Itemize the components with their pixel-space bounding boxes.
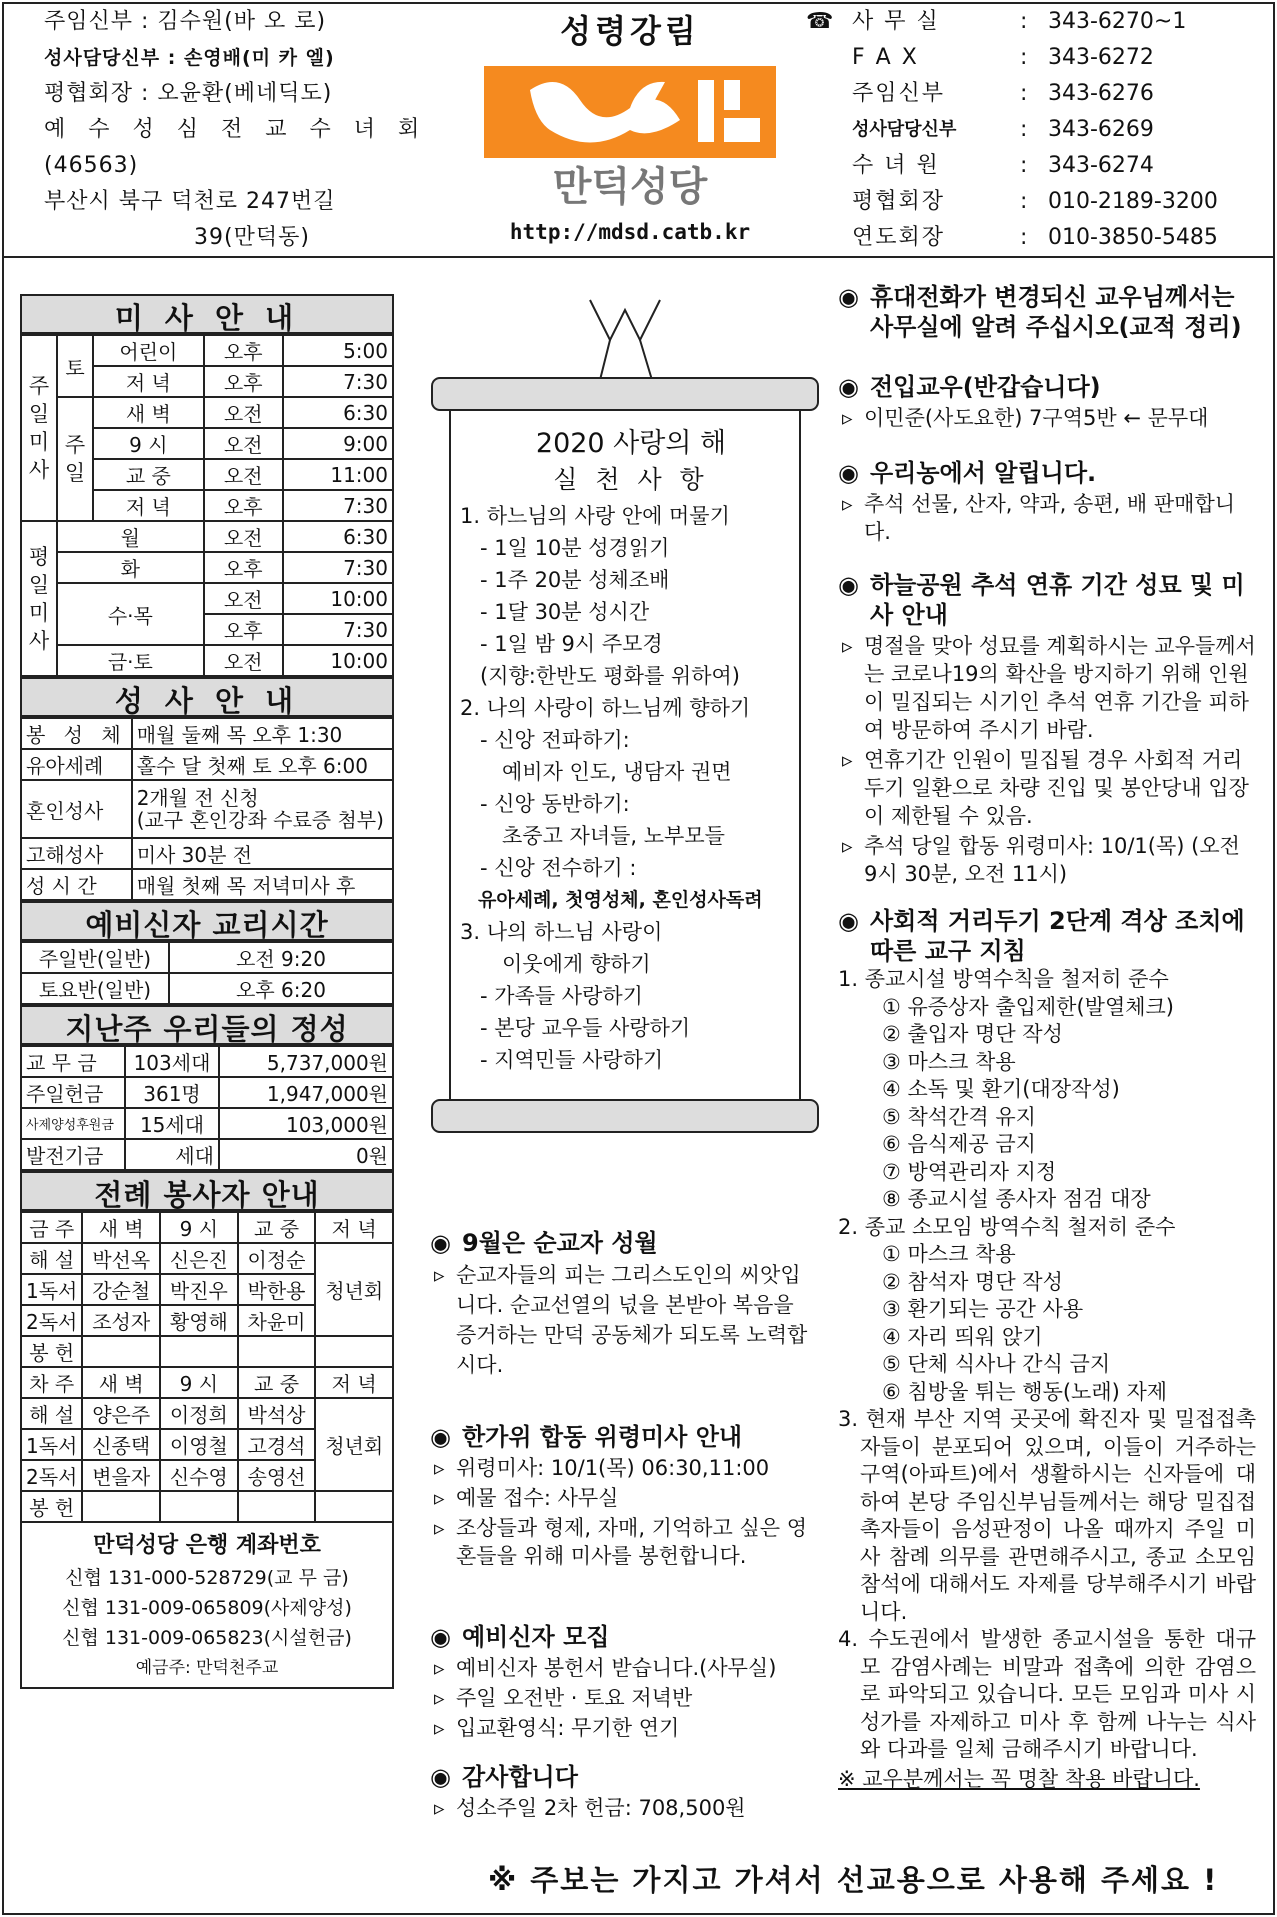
ministers-heading: 전례 봉사자 안내 (20, 1171, 394, 1211)
notice-martyrs-month: ◉ 9월은 순교자 성월 ▹ 순교자들의 피는 그리스도인의 씨앗입니다. 순교선열의 넋을 본받아 복음을 증거하는 만덕 공동체가 되도록 노력합시다. (430, 1228, 820, 1380)
notice-thanks: ◉ 감사합니다 ▹ 성소주일 2차 헌금: 708,500원 (430, 1762, 820, 1822)
contact-row: 연도회장 : 010-3850-5485 (852, 225, 1218, 250)
header-divider (2, 256, 1275, 258)
bullet-icon: ◉ (838, 373, 859, 401)
offering-table: 교 무 금 103세대 5,737,000원 주일헌금 361명 1,947,000원 사제양성후원금 15세대 103,000원 발전기금 세대 0원 (20, 1045, 394, 1171)
contact-row: 주임신부 : 343-6276 (852, 81, 1154, 106)
notice-cemetery: ◉ 하늘공원 추석 연휴 기간 성묘 및 미사 안내 ▹ 명절을 맞아 성묘를 계획하시는 교우들께서는 코로나19의 확산을 방지하기 위해 인원이 밀집되는 시기인 추석 연휴 기간을 피하여 방문하여 주시기 바람. ▹ 연휴기간 인원이 밀집될 경우 사회적 거리두기 일환으로 차량 진입 및 봉안당내 입장이 제한될 수 있음. ▹ 추석 당일 합동 위령미사: 10/1(목) (오전 9시 30분, 오전 11시) (838, 570, 1256, 888)
pastor-line: 주임신부 : 김수원(바 오 로) (44, 9, 327, 34)
contact-row: 평협회장 : 010-2189-3200 (852, 189, 1218, 214)
council-president-line: 평협회장 : 오윤환(베네딕도) (44, 81, 333, 106)
ministers-table: 금 주 새 벽 9 시 교 중 저 녁 해 설 박선옥 신은진 이정순 청년회 1독서 강순철 박진우 박한용 2독서 조성자 황영해 차윤미 봉 헌 차 주 새 벽 9 시 교 중 저 녁 해 설 양은주 이정희 박석상 청년회 1독서 신종택 이영철 고경석 2독서 변을자 신수영 송영선 봉 헌 (20, 1211, 394, 1523)
liturgical-title: 성령강림 (560, 12, 700, 50)
sunday-label: 주일 (57, 397, 93, 521)
love-year-practices: 2020 사랑의 해 실 천 사 항 1. 하느님의 사랑 안에 머물기 - 1일 10분 성경읽기 - 1주 20분 성체조배 - 1달 30분 성시간 - 1일 밤 9시 주모경 (지향:한반도 평화를 위하여) 2. 나의 사랑이 하느님께 향하기 - 신앙 전파하기: 예비자 인도, 냉담자 권면 - 신앙 동반하기: 초중고 자녀들, 노부모들 - 신앙 전수하기 : 유아세례, 첫영성체, 혼인성사독려 3. 나의 하느님 사랑이 이웃에게 향하기 - 가족들 사랑하기 - 본당 교우들 사랑하기 - 지역민들 사랑하기 (456, 428, 806, 1076)
address-line-2: 39(만덕동) (194, 225, 310, 250)
postcode: (46563) (44, 153, 139, 178)
catechism-heading: 예비신자 교리시간 (20, 901, 394, 941)
notice-distancing-guideline: ◉ 사회적 거리두기 2단계 격상 조치에 따른 교구 지침 1. 종교시설 방역수칙을 철저히 준수 ① 유증상자 출입제한(발열체크) ② 출입자 명단 작성 ③ 마스크 착용 ④ 소독 및 환기(대장작성) ⑤ 착석간격 유지 ⑥ 음식제공 금지 ⑦ 방역관리자 지정 ⑧ 종교시설 종사자 점검 대장 2. 종교 소모임 방역수칙 철저히 준수 ① 마스크 착용 ② 참석자 명단 작성 ③ 환기되는 공간 사용 ④ 자리 띄워 앉기 ⑤ 단체 식사나 간식 금지 ⑥ 침방울 튀는 행동(노래) 자제 3. 현재 부산 지역 곳곳에 확진자 및 밀접접촉자들이 분포되어 있으며, 이들이 거주하는 구역(아파트)에서 생활하시는 신자들에 대하여 본당 주임신부님들께서는 해당 밀집접촉자들이 음성판정이 나올 때까지 주일 미사 참례 의무를 관면해주시고, 종교 소모임 참석에 대해서도 자제를 당부해주시기 바랍니다. 4. 수도권에서 발생한 종교시설을 통한 대규모 감염사례는 비말과 접촉에 의한 감염으로 파악되고 있습니다. 모든 모임과 미사 시 성가를 자제하고 미사 후 함께 나누는 식사와 다과를 일체 금해주시기 바랍니다. ※ 교우분께서는 꼭 명찰 착용 바랍니다. (838, 906, 1256, 1793)
bullet-icon: ◉ (430, 1423, 451, 1451)
bullet-icon: ◉ (838, 283, 859, 311)
scroll-subtitle: 실 천 사 항 (553, 465, 709, 494)
address-line-1: 부산시 북구 덕천로 247번길 (44, 189, 336, 214)
bank-title: 만덕성당 은행 계좌번호 (93, 1533, 321, 1558)
bullet-icon: ◉ (838, 907, 859, 935)
info-column (20, 294, 394, 1689)
bullet-icon: ◉ (430, 1229, 451, 1257)
contact-row: F A X : 343-6272 (852, 45, 1154, 70)
sacrament-heading: 성 사 안 내 (20, 677, 394, 717)
guideline-item-3: 3. 현재 부산 지역 곳곳에 확진자 및 밀접접촉자들이 분포되어 있으며, 이들이 거주하는 구역(아파트)에서 생활하시는 신자들에 대하여 본당 주임신부님들께서는 해당 밀집접촉자들이 음성판정이 나올 때까지 주일 미사 참례 의무를 관면해주시고, 종교 소모임 참석에 대해서도 자제를 당부해주시기 바랍니다. (838, 1407, 1256, 1624)
mass-schedule-heading: 미 사 안 내 (20, 294, 394, 334)
bank-accounts: 만덕성당 은행 계좌번호 신협 131-000-528729(교 무 금) 신협 131-009-065809(사제양성) 신협 131-009-065823(시설헌금) 예금주: 만덕천주교 (20, 1523, 394, 1689)
parish-logo (480, 60, 780, 210)
notice-new-parishioner: ◉ 전입교우(반갑습니다) ▹ 이민준(사도요한) 7구역5반 ← 문무대 (838, 372, 1256, 432)
bullet-icon: ◉ (838, 459, 859, 487)
saturday-label: 토 (57, 335, 93, 397)
parish-staff (44, 4, 434, 256)
notice-woorinong: ◉ 우리농에서 알립니다. ▹ 추석 선물, 산자, 약과, 송편, 배 판매합니다. (838, 458, 1256, 546)
guideline-item-4: 4. 수도권에서 발생한 종교시설을 통한 대규모 감염사례는 비말과 접촉에 의한 감염으로 파악되고 있습니다. 모든 모임과 미사 시 성가를 자제하고 미사 후 함께 나누는 식사와 다과를 일체 금해주시기 바랍니다. (838, 1627, 1256, 1761)
contact-row: ☎ 사 무 실 : 343-6270~1 (852, 4, 1272, 40)
website-url[interactable]: http://mdsd.catb.kr (509, 220, 751, 244)
contact-row: 수 녀 원 : 343-6274 (852, 153, 1154, 178)
guideline-list: 1. 종교시설 방역수칙을 철저히 준수 ① 유증상자 출입제한(발열체크) ② 출입자 명단 작성 ③ 마스크 착용 ④ 소독 및 환기(대장작성) ⑤ 착석간격 유지 ⑥ 음식제공 금지 ⑦ 방역관리자 지정 ⑧ 종교시설 종사자 점검 대장 2. 종교 소모임 방역수칙 철저히 준수 ① 마스크 착용 ② 참석자 명단 작성 ③ 환기되는 공간 사용 ④ 자리 띄워 앉기 ⑤ 단체 식사나 간식 금지 ⑥ 침방울 튀는 행동(노래) 자제 3. 현재 부산 지역 곳곳에 확진자 및 밀접접촉자들이 분포되어 있으며, 이들이 거주하는 구역(아파트)에서 생활하시는 신자들에 대하여 본당 주임신부님들께서는 해당 밀집접촉자들이 음성판정이 나올 때까지 주일 미사 참례 의무를 관면해주시고, 종교 소모임 참석에 대해서도 자제를 당부해주시기 바랍니다. 4. 수도권에서 발생한 종교시설을 통한 대규모 감염사례는 비말과 접촉에 의한 감염으로 파악되고 있습니다. 모든 모임과 미사 시 성가를 자제하고 미사 후 함께 나누는 식사와 다과를 일체 금해주시기 바랍니다. ※ 교우분께서는 꼭 명찰 착용 바랍니다. (838, 966, 1256, 1793)
notice-memorial-mass: ◉ 한가위 합동 위령미사 안내 ▹ 위령미사: 10/1(목) 06:30,11:00 ▹ 예물 접수: 사무실 ▹ 조상들과 형제, 자매, 기억하고 싶은 영혼들을 위해 미사를 봉헌합니다. (430, 1422, 820, 1570)
bulletin-footer: ※ 주보는 가지고 가셔서 선교용으로 사용해 주세요 ! (488, 1863, 1219, 1897)
contact-list (806, 4, 1272, 256)
notice-catechumen-recruit: ◉ 예비신자 모집 ▹ 예비신자 봉헌서 받습니다.(사무실) ▹ 주일 오전반 · 토요 저녁반 ▹ 입교환영식: 무기한 연기 (430, 1622, 820, 1742)
sacrament-table: 봉 성 체 매월 둘째 목 오후 1:30 유아세례 홀수 달 첫째 토 오후 6:00 혼인성사 2개월 전 신청 (교구 혼인강좌 수료증 첨부) 고해성사 미사 30분 전 성 시 간 매월 첫째 목 저녁미사 후 (20, 717, 394, 901)
mass-schedule-table: 주일미사 토 어린이 오후 5:00 저 녁 오후 7:30 주일 새 벽 오전 6:30 9 시 오전 9:00 교 중 오전 11:00 저 녁 오후 7:30 평일미사 월 오전 6:30 화 오후 7:30 수·목 오전 10:00 오후 7:30 금·토 오전 10:00 (20, 334, 394, 677)
bullet-icon: ◉ (430, 1763, 451, 1791)
sacrament-priest-line: 성사담당신부 : 손영배(미 카 엘) (44, 47, 335, 69)
logo-text: 만덕성당 (552, 164, 708, 210)
offering-heading: 지난주 우리들의 정성 (20, 1005, 394, 1045)
notice-phone-change: ◉ 휴대전화가 변경되신 교우님께서는 사무실에 알려 주십시오(교적 정리) (838, 283, 1242, 341)
scroll-title: 2020 사랑의 해 (535, 428, 727, 459)
sisters-line: 예 수 성 심 전 교 수 녀 회 (44, 117, 428, 142)
masthead (470, 6, 790, 244)
phone-icon: ☎ (806, 9, 836, 34)
name-tag-note: ※ 교우분께서는 꼭 명찰 착용 바랍니다. (838, 1766, 1200, 1791)
weekday-mass-label: 평일미사 (21, 521, 57, 676)
bullet-icon: ◉ (430, 1623, 451, 1651)
bullet-icon: ◉ (838, 571, 859, 599)
sunday-mass-label: 주일미사 (21, 335, 57, 521)
contact-row: 성사담당신부 : 343-6269 (852, 117, 1154, 142)
catechism-table: 주일반(일반) 오전 9:20 토요반(일반) 오후 6:20 (20, 941, 394, 1005)
